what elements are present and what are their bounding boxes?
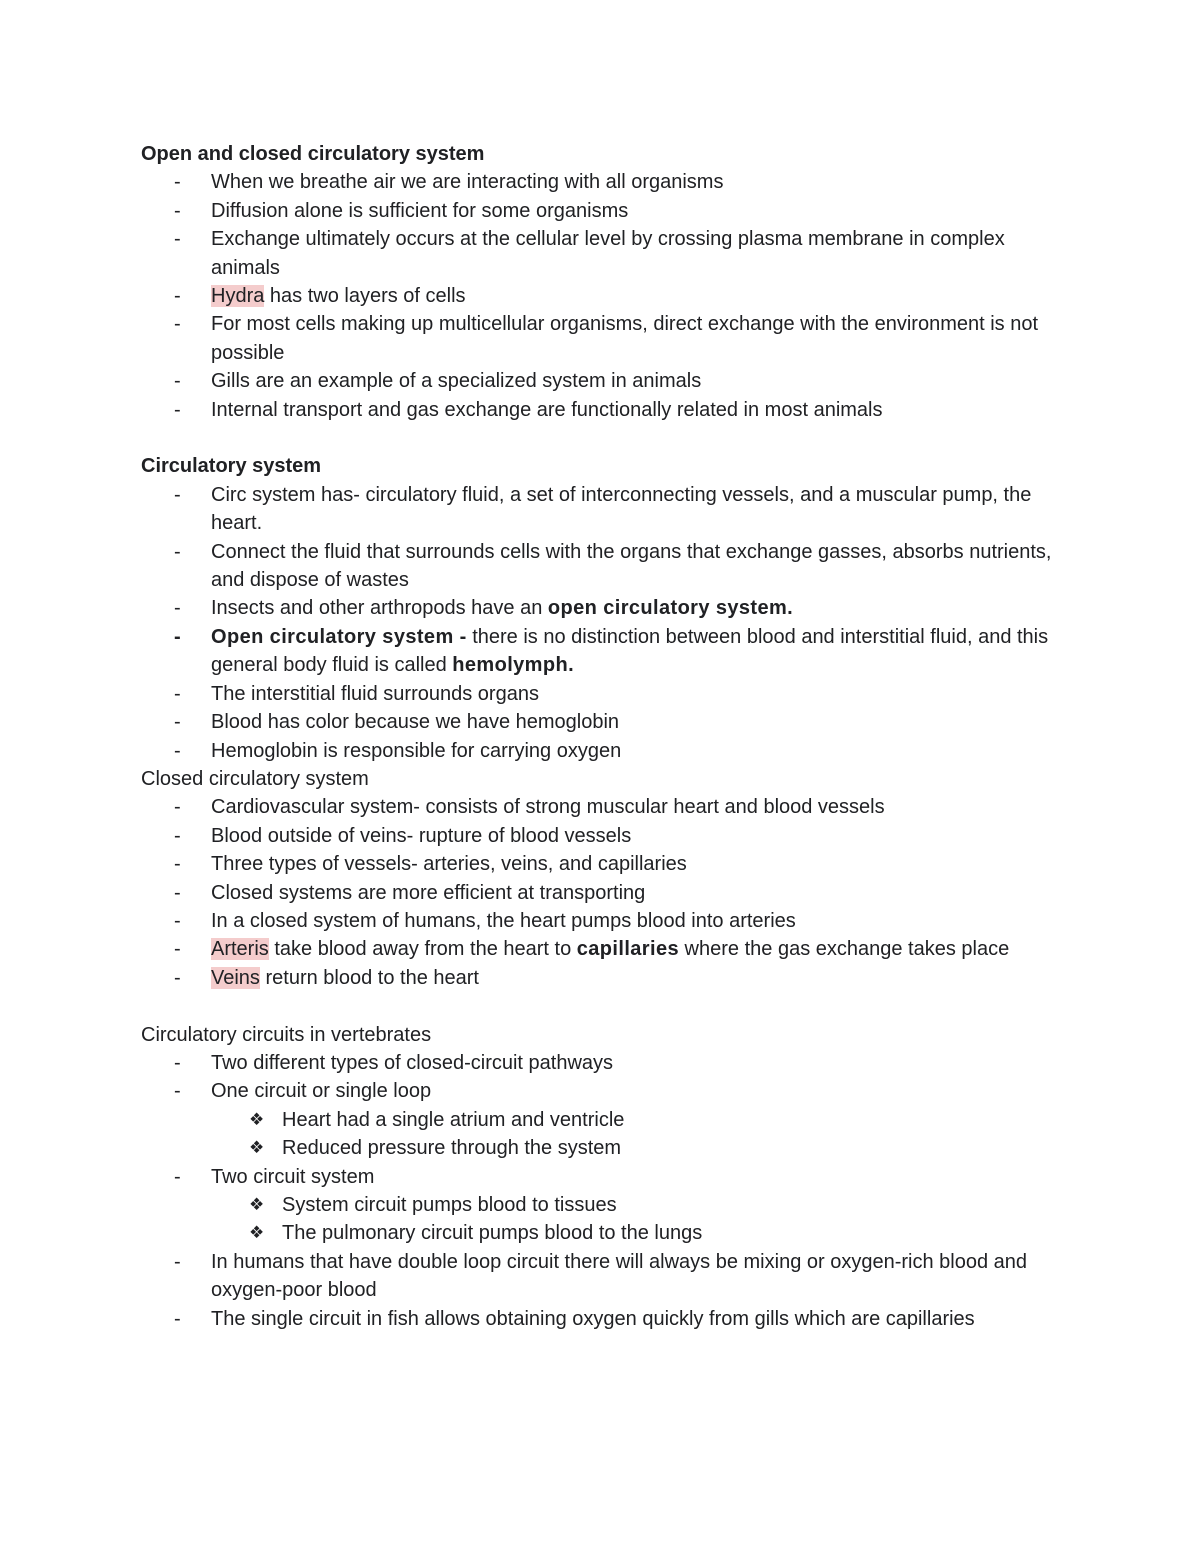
- dash-bullet: -: [174, 909, 181, 932]
- dash-bullet: -: [174, 824, 181, 847]
- list-item: - In a closed system of humans, the heart pumps blood into arteries: [141, 907, 1071, 935]
- list-item: - Gills are an example of a specialized system in animals: [141, 367, 1071, 395]
- diamond-bullet-icon: ❖: [249, 1223, 265, 1243]
- dash-bullet: -: [174, 938, 181, 961]
- sub-list-item: ❖ System circuit pumps blood to tissues: [141, 1191, 1071, 1219]
- highlighted-term: Arteris: [211, 938, 269, 961]
- list-item: - Internal transport and gas exchange are functionally related in most animals: [141, 396, 1071, 424]
- dash-bullet: -: [174, 1080, 181, 1103]
- list-item: - Hemoglobin is responsible for carrying oxygen: [141, 737, 1071, 765]
- dash-bullet: -: [174, 483, 181, 506]
- dash-bullet: -: [174, 739, 181, 762]
- section-title: Circulatory circuits in vertebrates: [141, 1023, 432, 1046]
- list-item: - Three types of vessels- arteries, veins, and capillaries: [141, 850, 1071, 878]
- dash-bullet: -: [174, 966, 181, 989]
- list-item: - Closed systems are more efficient at transporting: [141, 879, 1071, 907]
- dash-bullet: -: [174, 398, 181, 421]
- list-item: - Open circulatory system - there is no distinction between blood and interstitial fluid, and this general body fluid is called hemolymph.: [141, 623, 1071, 680]
- list-item: - Arteris take blood away from the heart to capillaries where the gas exchange takes place: [141, 935, 1071, 963]
- list-item: - Exchange ultimately occurs at the cellular level by crossing plasma membrane in complex animals: [141, 225, 1071, 282]
- list-item: - Blood has color because we have hemoglobin: [141, 708, 1071, 736]
- dash-bullet: -: [174, 597, 181, 620]
- list-item: - Hydra has two layers of cells: [141, 282, 1071, 310]
- sub-list-item: ❖ The pulmonary circuit pumps blood to the lungs: [141, 1219, 1071, 1247]
- section-title: Closed circulatory system: [141, 767, 369, 790]
- dash-bullet: -: [174, 313, 181, 336]
- sub-list-item: ❖ Reduced pressure through the system: [141, 1134, 1071, 1162]
- bold-term: capillaries: [576, 938, 679, 961]
- list-item: - Two circuit system: [141, 1163, 1071, 1191]
- list-item: - When we breathe air we are interacting with all organisms: [141, 168, 1071, 196]
- dash-bullet: -: [174, 711, 181, 734]
- sub-list-item: ❖ Heart had a single atrium and ventricle: [141, 1106, 1071, 1134]
- dash-bullet: -: [174, 1250, 181, 1273]
- diamond-bullet-icon: ❖: [249, 1195, 265, 1214]
- dash-bullet: -: [174, 540, 181, 563]
- list-item: - Diffusion alone is sufficient for some organisms: [141, 197, 1071, 225]
- list-item: - Veins return blood to the heart: [141, 964, 1071, 992]
- spacer: [141, 992, 1071, 1020]
- list-item: - Two different types of closed-circuit pathways: [141, 1049, 1071, 1077]
- section-title: Open and closed circulatory system: [141, 143, 485, 165]
- dash-bullet: -: [174, 881, 181, 904]
- dash-bullet: -: [174, 796, 181, 819]
- dash-bullet: -: [174, 1051, 181, 1074]
- dash-bullet: -: [174, 171, 181, 194]
- dash-bullet: -: [174, 1307, 181, 1330]
- dash-bullet: -: [174, 199, 181, 222]
- list-item: - For most cells making up multicellular organisms, direct exchange with the environment is not possible: [141, 310, 1071, 367]
- dash-bullet: -: [174, 285, 181, 308]
- highlighted-term: Hydra: [211, 285, 265, 308]
- diamond-bullet-icon: ❖: [249, 1138, 265, 1158]
- list-item: - The interstitial fluid surrounds organs: [141, 680, 1071, 708]
- diamond-bullet-icon: ❖: [249, 1109, 265, 1129]
- bold-term: hemolymph.: [452, 654, 575, 677]
- list-item: - In humans that have double loop circuit there will always be mixing or oxygen-rich blood and oxygen-poor blood: [141, 1248, 1071, 1305]
- dash-bullet: -: [174, 1165, 181, 1188]
- list-item: - Connect the fluid that surrounds cells with the organs that exchange gasses, absorbs nutrients, and dispose of wastes: [141, 538, 1071, 595]
- dash-bullet: -: [174, 228, 181, 251]
- spacer: [141, 424, 1071, 452]
- bold-term: open circulatory system.: [547, 597, 794, 620]
- section-title: Circulatory system: [141, 455, 322, 478]
- list-item: - The single circuit in fish allows obtaining oxygen quickly from gills which are capillaries: [141, 1305, 1071, 1333]
- dash-bullet: -: [174, 853, 181, 876]
- bold-term: Open circulatory system -: [211, 625, 467, 648]
- dash-bullet: -: [174, 625, 181, 648]
- list-item: - Insects and other arthropods have an open circulatory system.: [141, 594, 1071, 622]
- dash-bullet: -: [174, 370, 181, 393]
- list-item: - Blood outside of veins- rupture of blood vessels: [141, 822, 1071, 850]
- list-item: - One circuit or single loop: [141, 1077, 1071, 1105]
- highlighted-term: Veins: [211, 966, 260, 989]
- dash-bullet: -: [174, 682, 181, 705]
- list-item: - Cardiovascular system- consists of strong muscular heart and blood vessels: [141, 793, 1071, 821]
- document-body: [141, 140, 1071, 1333]
- list-item: - Circ system has- circulatory fluid, a set of interconnecting vessels, and a muscular pump, the heart.: [141, 481, 1071, 538]
